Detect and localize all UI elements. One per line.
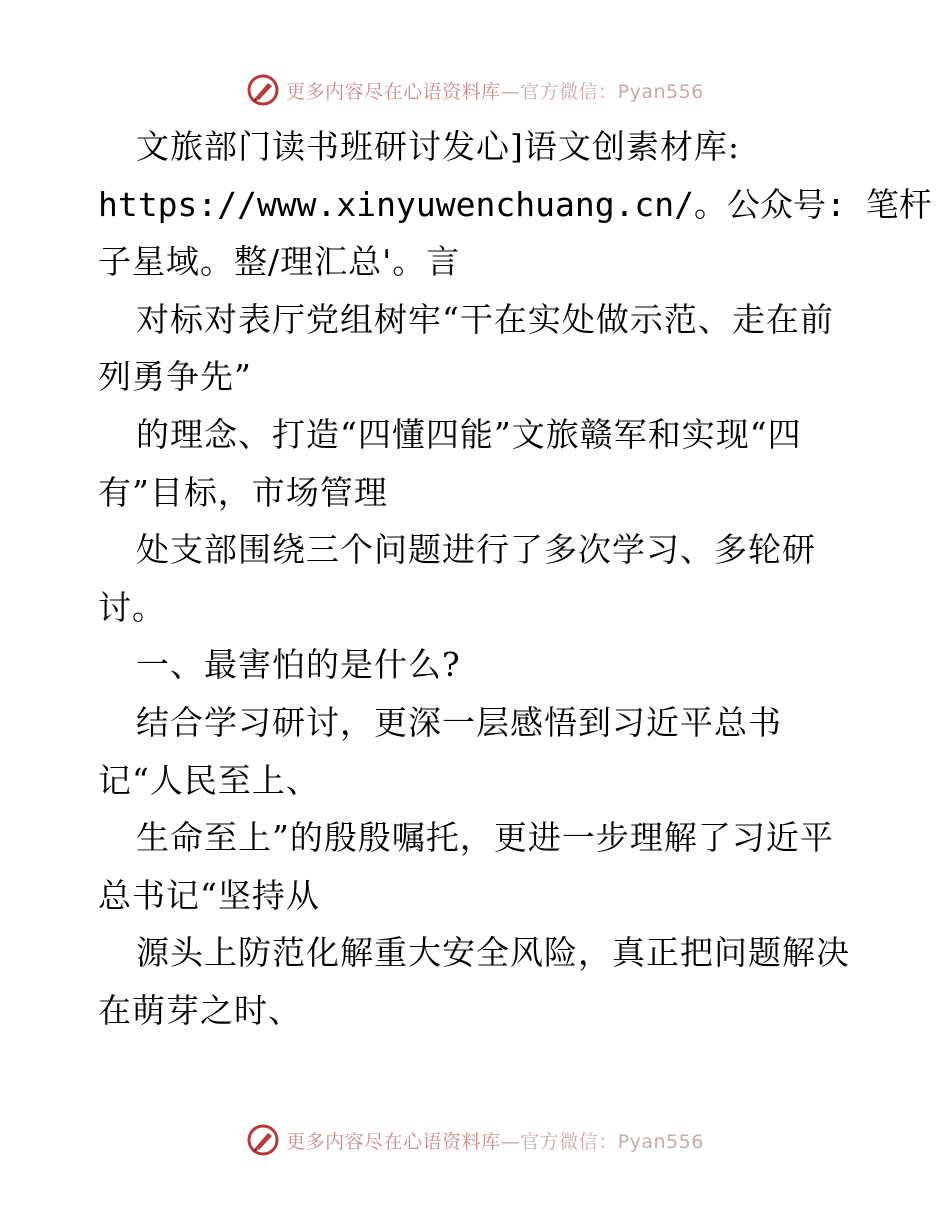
paragraph-7 xyxy=(98,924,858,1039)
text-line: 生命至上”的殷殷嘱托，更进一步理解了习近平 xyxy=(136,818,834,858)
paragraph-5 xyxy=(98,694,858,809)
header-watermark xyxy=(0,70,950,110)
section-heading-1 xyxy=(98,636,858,694)
text-line: 讨。 xyxy=(98,587,166,627)
text-line: 记“人民至上、 xyxy=(98,760,320,800)
paragraph-3 xyxy=(98,521,858,636)
paragraph-0 xyxy=(98,118,932,291)
watermark-text: 更多内容尽在心语资料库—官方微信：Pyan556 xyxy=(286,80,704,103)
text-line: 的理念、打造“四懂四能”文旅赣军和实现“四 xyxy=(136,414,802,454)
pen-logo-icon xyxy=(246,73,280,107)
paragraph-2 xyxy=(98,406,858,521)
paragraph-1 xyxy=(98,291,858,406)
text-line: 对标对表厅党组树牢“干在实处做示范、走在前 xyxy=(136,299,834,339)
text-line: 处支部围绕三个问题进行了多次学习、多轮研 xyxy=(136,530,816,570)
text-line: 子星域。整/理汇总'。言 xyxy=(98,242,461,282)
text-line: 文旅部门读书班研讨发心]语文创素材库: xyxy=(136,127,740,166)
watermark-text: 更多内容尽在心语资料库—官方微信：Pyan556 xyxy=(286,1130,704,1153)
text-line: 在萌芽之时、 xyxy=(98,990,302,1030)
pen-logo-icon xyxy=(246,1123,280,1157)
text-line: 列勇争先” xyxy=(98,357,252,397)
paragraph-6 xyxy=(98,809,858,924)
text-line-url: https://www.xinyuwenchuang.cn/。公众号: 笔杆 xyxy=(98,184,932,224)
text-line: 源头上防范化解重大安全风险，真正把问题解决 xyxy=(136,933,850,973)
text-line: 有”目标，市场管理 xyxy=(98,472,388,512)
text-line: 总书记“坚持从 xyxy=(98,875,320,915)
footer-watermark xyxy=(0,1120,950,1160)
text-line: 结合学习研讨，更深一层感悟到习近平总书 xyxy=(136,702,782,742)
document-body xyxy=(98,118,932,1040)
heading-line: 一、最害怕的是什么? xyxy=(136,645,461,685)
